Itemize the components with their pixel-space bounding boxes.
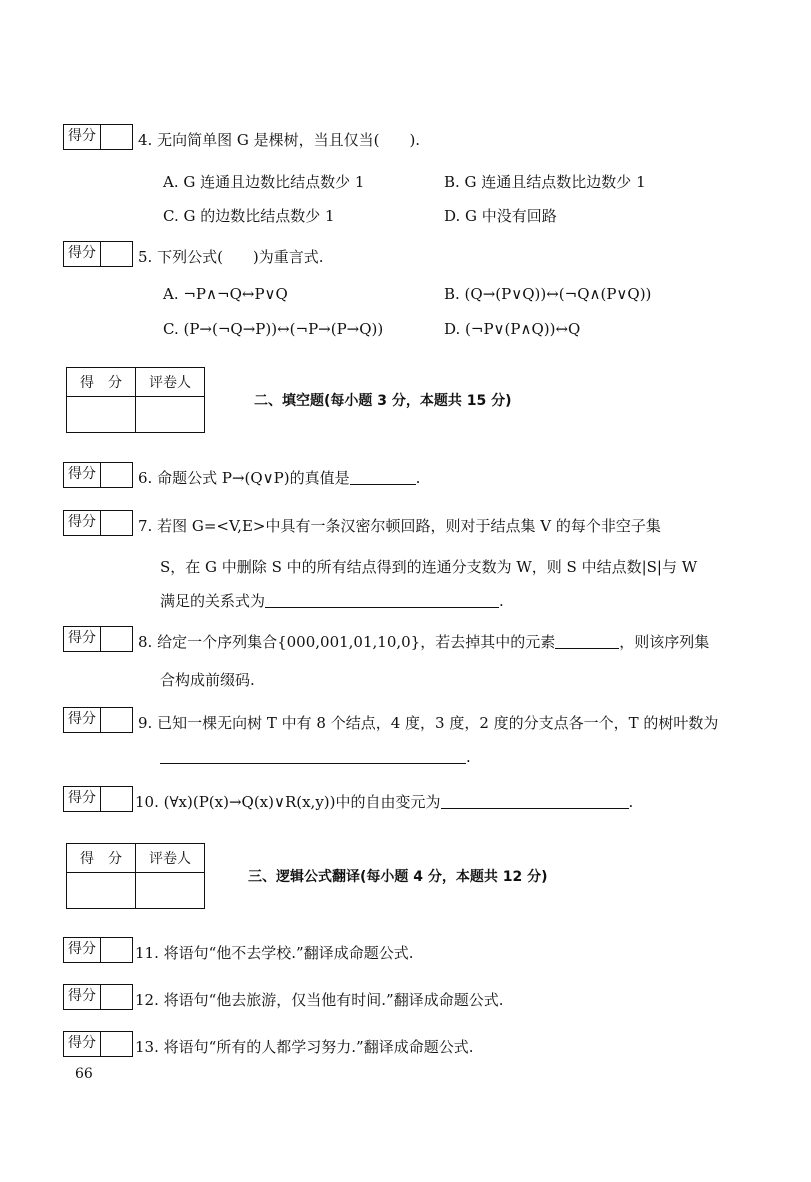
grader-table	[66, 843, 205, 909]
question-4-option-b: B. G 连通且结点数比边数少 1	[444, 173, 646, 191]
question-13: 13. 将语句“所有的人都学习努力.”翻译成命题公式.	[135, 1038, 474, 1056]
question-4-option-d: D. G 中没有回路	[444, 207, 557, 225]
section-3-title: 三、逻辑公式翻译(每小题 4 分，本题共 12 分)	[248, 869, 548, 885]
score-label: 得分	[64, 242, 101, 266]
answer-blank[interactable]	[350, 470, 416, 485]
question-5-option-d: D. (¬P∨(P∧Q))↔Q	[444, 320, 581, 338]
score-box	[63, 462, 133, 488]
grader-score-cell[interactable]	[67, 397, 136, 433]
question-8-text: 8. 给定一个序列集合{000,001,01,10,0}，若去掉其中的元素	[138, 633, 556, 651]
question-6-end: .	[415, 469, 421, 487]
section-2-title: 二、填空题(每小题 3 分，本题共 15 分)	[254, 393, 512, 409]
score-box	[63, 786, 133, 812]
answer-blank[interactable]	[555, 634, 619, 649]
question-5-option-a: A. ¬P∧¬Q↔P∨Q	[163, 285, 288, 303]
grader-table	[66, 367, 205, 433]
grader-reviewer-cell[interactable]	[136, 873, 205, 909]
score-blank[interactable]	[101, 511, 132, 535]
question-12: 12. 将语句“他去旅游，仅当他有时间.”翻译成命题公式.	[135, 991, 504, 1009]
question-4-option-a: A. G 连通且边数比结点数少 1	[163, 173, 365, 191]
question-6	[138, 467, 420, 488]
score-blank[interactable]	[101, 463, 132, 487]
score-blank[interactable]	[101, 627, 132, 651]
grader-score-cell[interactable]	[67, 873, 136, 909]
score-blank[interactable]	[101, 938, 132, 962]
score-blank[interactable]	[101, 125, 132, 149]
score-box	[63, 510, 133, 536]
grader-reviewer-cell[interactable]	[136, 397, 205, 433]
question-10-end: .	[628, 793, 634, 811]
score-label: 得分	[64, 125, 101, 149]
score-box	[63, 124, 133, 150]
score-blank[interactable]	[101, 985, 132, 1009]
question-7-end: .	[499, 592, 504, 610]
question-4-text: 4. 无向简单图 G 是棵树，当且仅当( ).	[138, 131, 421, 149]
grader-score-header: 得 分	[67, 844, 136, 873]
question-10	[135, 791, 633, 812]
score-box	[63, 707, 133, 733]
page-number: 66	[75, 1066, 93, 1082]
question-8-tail: ，则该序列集	[619, 633, 710, 651]
score-blank[interactable]	[101, 787, 132, 811]
score-label: 得分	[64, 985, 101, 1009]
question-7-line-2: S，在 G 中删除 S 中的所有结点得到的连通分支数为 W，则 S 中结点数|S|与 W	[160, 558, 698, 576]
grader-score-header: 得 分	[67, 368, 136, 397]
score-label: 得分	[64, 1032, 101, 1056]
question-5-option-b: B. (Q→(P∨Q))↔(¬Q∧(P∨Q))	[444, 285, 652, 303]
question-9-end: .	[466, 748, 471, 766]
question-7-text: 满足的关系式为	[160, 592, 266, 610]
question-10-text: 10. (∀x)(P(x)→Q(x)∨R(x,y))中的自由变元为	[135, 793, 441, 811]
question-5-option-c: C. (P→(¬Q→P))↔(¬P→(P→Q))	[163, 320, 384, 338]
question-8-line-2: 合构成前缀码.	[160, 671, 255, 689]
score-label: 得分	[64, 787, 101, 811]
score-label: 得分	[64, 938, 101, 962]
score-box	[63, 984, 133, 1010]
score-label: 得分	[64, 463, 101, 487]
score-box	[63, 241, 133, 267]
question-6-text: 6. 命题公式 P→(Q∨P)的真值是	[138, 469, 350, 487]
score-box	[63, 937, 133, 963]
score-blank[interactable]	[101, 242, 132, 266]
score-box	[63, 1031, 133, 1057]
score-blank[interactable]	[101, 708, 132, 732]
question-8-line-1	[138, 631, 709, 652]
grader-reviewer-header: 评卷人	[136, 368, 205, 397]
score-label: 得分	[64, 708, 101, 732]
question-9-line-2	[160, 748, 471, 766]
question-5-text: 5. 下列公式( )为重言式.	[138, 248, 324, 266]
score-label: 得分	[64, 511, 101, 535]
answer-blank[interactable]	[441, 794, 629, 809]
grader-reviewer-header: 评卷人	[136, 844, 205, 873]
question-7-line-1: 7. 若图 G=<V,E>中具有一条汉密尔顿回路，则对于结点集 V 的每个非空子集	[138, 517, 661, 535]
question-4-option-c: C. G 的边数比结点数少 1	[163, 207, 335, 225]
score-label: 得分	[64, 627, 101, 651]
answer-blank[interactable]	[265, 593, 499, 608]
question-9-line-1: 9. 已知一棵无向树 T 中有 8 个结点，4 度，3 度，2 度的分支点各一个，T 的树叶数为	[138, 714, 719, 732]
score-box	[63, 626, 133, 652]
score-blank[interactable]	[101, 1032, 132, 1056]
question-7-line-3	[160, 590, 504, 611]
answer-blank[interactable]	[160, 749, 466, 764]
question-11: 11. 将语句“他不去学校.”翻译成命题公式.	[135, 944, 414, 962]
